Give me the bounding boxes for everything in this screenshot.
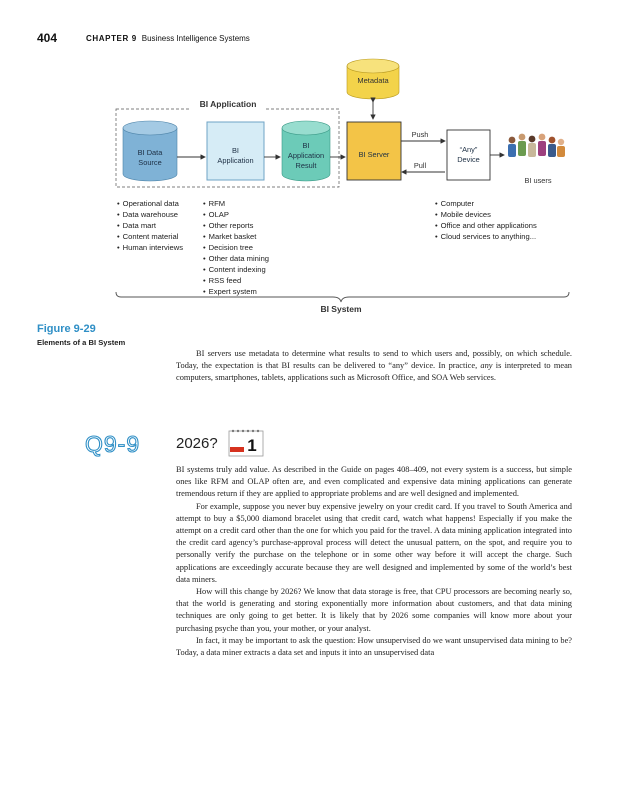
bullet-item: • Content material <box>117 231 183 242</box>
body-paragraph-3: How will this change by 2026? We know that data storage is free, that CPU processors are becoming nearly so, that the world is generating and storing exponentially more information about customers, and that data mining techniques are only going to get better. It is likely that by 2026 some companies will know more about your purchasing psyche than you, your mother, or your analyst. <box>176 587 572 633</box>
bullet-item: • Data warehouse <box>117 209 183 220</box>
bullet-item: • Operational data <box>117 198 183 209</box>
bi-data-source-line1: BI Data <box>137 148 163 157</box>
bullet-item: • Other reports <box>203 220 269 231</box>
bullet-item: • RSS feed <box>203 275 269 286</box>
result-line1: BI <box>302 141 310 150</box>
bullet-item: • Market basket <box>203 231 269 242</box>
chapter-label: CHAPTER 9 <box>86 34 137 43</box>
body-text <box>176 464 572 659</box>
metadata-store <box>347 59 399 99</box>
bi-application-frame-label: BI Application <box>199 99 257 109</box>
body-paragraph-2: For example, suppose you never buy expensive jewelry on your credit card. If you travel to South America and attempt to buy a $5,000 diamond bracelet using that credit card, watch what happens! Especially if you make the attempt on a credit card other than the one for which you paid for the travel. A data mining application integrated into the credit card agency’s purchase-approval process will detect the unusual pattern, on the spot, and require you to personally verify the purchase on the telephone or in some other way before it will accept the charge. Such applications are exceedingly accurate because they are well designed and implemented by some of the world’s best data miners. <box>176 501 572 584</box>
bullet-item: • Cloud services to anything... <box>435 231 537 242</box>
bi-application-line2: Application <box>217 156 254 165</box>
bi-data-source-node <box>123 121 177 181</box>
push-label: Push <box>411 130 429 139</box>
intro-emphasis: any <box>480 361 493 371</box>
section-title: 2026? <box>176 435 218 452</box>
bi-users-label: BI users <box>524 176 552 185</box>
bi-data-source-line2: Source <box>138 158 162 167</box>
bullet-item: • Decision tree <box>203 242 269 253</box>
intro-text-after: is interpreted to mean computers, smartphones, tablets, applications such as Microsoft Office, and SOA Web services. <box>176 361 572 383</box>
bullet-item: • Office and other applications <box>435 220 537 231</box>
body-paragraph-4: In fact, it may be important to ask the question: How unsupervised do we want unsupervised data mining to be? Today, a data miner extracts a data set and inputs it into an unsupervised data <box>176 635 572 658</box>
bullet-item: • Data mart <box>117 220 183 231</box>
bullet-item: • Mobile devices <box>435 209 537 220</box>
section-number: Q9-9 <box>85 431 141 457</box>
calendar-icon <box>228 427 264 457</box>
bullet-item: • Content indexing <box>203 264 269 275</box>
bi-system-brace <box>116 292 569 302</box>
metadata-label: Metadata <box>357 76 389 85</box>
figure-caption: Elements of a BI System <box>37 338 126 347</box>
result-line3: Result <box>295 161 317 170</box>
bullet-item: • OLAP <box>203 209 269 220</box>
bi-application-result-node <box>282 121 330 181</box>
pull-label: Pull <box>413 161 427 170</box>
page-number: 404 <box>37 31 58 45</box>
device-line1: “Any” <box>459 145 478 154</box>
bi-system-label: BI System <box>320 304 362 314</box>
bullet-item: • Human interviews <box>117 242 183 253</box>
bullet-item: • RFM <box>203 198 269 209</box>
result-line2: Application <box>287 151 325 160</box>
bullet-item: • Computer <box>435 198 537 209</box>
bi-system-diagram <box>0 0 625 320</box>
intro-text-before: BI servers use metadata to determine what results to send to which users and, possibly, on which schedule. Today, the expectation is that BI results can be delivered to “any” device. In practice, <box>176 349 572 371</box>
application-items-list <box>203 198 269 297</box>
bi-application-node <box>207 122 264 180</box>
intro-paragraph <box>176 348 572 385</box>
bi-application-line1: BI <box>232 146 239 155</box>
any-device-node <box>447 130 490 180</box>
calendar-day: 1 <box>247 436 257 455</box>
source-items-list <box>117 198 183 253</box>
bi-users-people-icon <box>508 134 565 157</box>
bi-server-label: BI Server <box>358 150 390 159</box>
device-line2: Device <box>457 155 480 164</box>
chapter-title: Business Intelligence Systems <box>141 34 250 43</box>
body-paragraph-1: BI systems truly add value. As described in the Guide on pages 408–409, not every system is a success, but simple ones like RFM and OLAP often are, and even complicated and expensive data mining applications can generate tremendous return if they are applied to appropriate problems and are well designed and implemented. <box>176 465 572 499</box>
bullet-item: • Expert system <box>203 286 269 297</box>
bullet-item: • Other data mining <box>203 253 269 264</box>
device-items-list <box>435 198 537 242</box>
figure-label: Figure 9-29 <box>37 323 96 335</box>
bi-server-node <box>347 122 401 180</box>
